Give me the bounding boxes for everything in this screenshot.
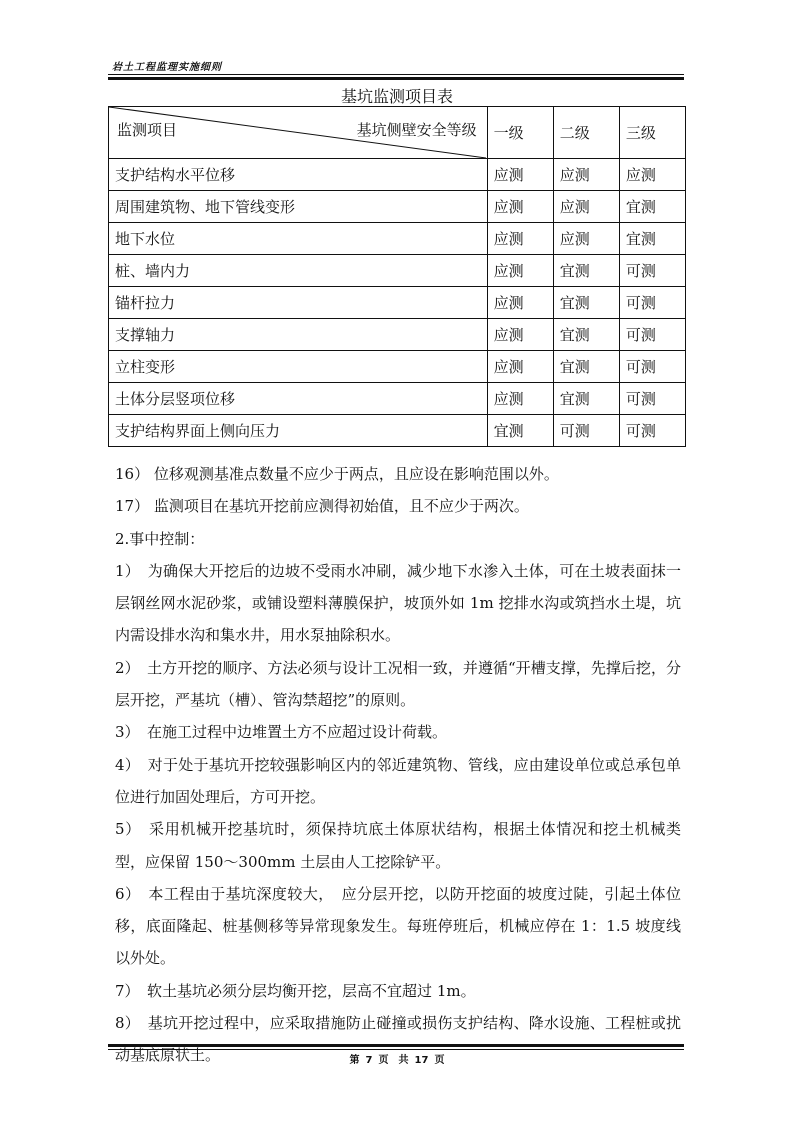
requirement-cell: 应测	[487, 191, 553, 223]
table-row	[109, 319, 686, 351]
monitoring-item-cell: 立柱变形	[109, 351, 488, 383]
footer-suffix: 页	[434, 1055, 445, 1066]
page-footer	[0, 1051, 794, 1066]
requirement-cell: 可测	[619, 383, 685, 415]
footer-mid: 页 共	[378, 1055, 409, 1066]
requirement-cell: 可测	[619, 415, 685, 447]
requirement-cell: 宜测	[553, 383, 619, 415]
requirement-cell: 应测	[487, 351, 553, 383]
table-row	[109, 383, 686, 415]
requirement-cell: 应测	[553, 223, 619, 255]
requirement-cell: 应测	[487, 223, 553, 255]
monitoring-item-cell: 桩、墙内力	[109, 255, 488, 287]
header-rule-thick	[108, 77, 684, 80]
header-level-3: 三级	[619, 107, 685, 159]
monitoring-table	[108, 106, 686, 447]
footer-rule-thin	[108, 1049, 684, 1050]
requirement-cell: 宜测	[553, 319, 619, 351]
requirement-cell: 应测	[487, 319, 553, 351]
requirement-cell: 可测	[619, 351, 685, 383]
paragraph: 6） 本工程由于基坑深度较大， 应分层开挖，以防开挖面的坡度过陡，引起土体位移，底面隆起、桩基侧移等异常现象发生。每班停班后，机械应停在 1：1.5 坡度线以外处。	[115, 884, 681, 968]
requirement-cell: 宜测	[553, 255, 619, 287]
header-item-label: 监测项目	[117, 121, 178, 139]
header-level-1: 一级	[487, 107, 553, 159]
table-row	[109, 415, 686, 447]
diagonal-header-cell	[109, 107, 488, 159]
table-title: 基坑监测项目表	[340, 87, 453, 106]
paragraph: 3） 在施工过程中边堆置土方不应超过设计荷载。	[115, 723, 448, 742]
paragraph: 8） 基坑开挖过程中，应采取措施防止碰撞或损伤支护结构、降水设施、工程桩或扰动基底原状土。	[115, 1014, 681, 1065]
requirement-cell: 可测	[619, 287, 685, 319]
monitoring-item-cell: 锚杆拉力	[109, 287, 488, 319]
requirement-cell: 宜测	[487, 415, 553, 447]
requirement-cell: 应测	[553, 191, 619, 223]
table-row	[109, 159, 686, 191]
monitoring-item-cell: 支撑轴力	[109, 319, 488, 351]
monitoring-item-cell: 周围建筑物、地下管线变形	[109, 191, 488, 223]
paragraph: 5） 采用机械开挖基坑时，须保持坑底土体原状结构，根据土体情况和挖土机械类型，应保留 150～300mm 土层由人工挖除铲平。	[115, 820, 681, 871]
table-header-row	[109, 107, 686, 159]
requirement-cell: 宜测	[553, 287, 619, 319]
footer-page-number: 7	[365, 1055, 373, 1066]
paragraph: 16） 位移观测基准点数量不应少于两点，且应设在影响范围以外。	[115, 465, 559, 483]
table-row	[109, 223, 686, 255]
footer-rule-thick	[108, 1044, 684, 1047]
requirement-cell: 应测	[487, 255, 553, 287]
requirement-cell: 应测	[619, 159, 685, 191]
requirement-cell: 宜测	[619, 191, 685, 223]
paragraph: 1） 为确保大开挖后的边坡不受雨水冲刷，减少地下水渗入土体，可在土坡表面抹一层钢丝网水泥砂浆，或铺设塑料薄膜保护，坡顶外如 1m 挖排水沟或筑挡水土堤，坑内需设排水沟和集水井，用水泵抽除积水。	[115, 561, 681, 645]
requirement-cell: 应测	[487, 287, 553, 319]
monitoring-item-cell: 支护结构界面上侧向压力	[109, 415, 488, 447]
requirement-cell: 宜测	[619, 223, 685, 255]
table-row	[109, 287, 686, 319]
footer-prefix: 第	[349, 1055, 360, 1066]
header-level-2: 二级	[553, 107, 619, 159]
requirement-cell: 应测	[553, 159, 619, 191]
monitoring-item-cell: 地下水位	[109, 223, 488, 255]
table-row	[109, 191, 686, 223]
requirement-cell: 应测	[487, 159, 553, 191]
footer-total-pages: 17	[414, 1055, 429, 1066]
requirement-cell: 可测	[619, 255, 685, 287]
table-row	[109, 351, 686, 383]
monitoring-item-cell: 土体分层竖项位移	[109, 383, 488, 415]
monitoring-item-cell: 支护结构水平位移	[109, 159, 488, 191]
requirement-cell: 可测	[619, 319, 685, 351]
paragraph: 7） 软土基坑必须分层均衡开挖，层高不宜超过 1m。	[115, 981, 476, 1000]
paragraph: 17） 监测项目在基坑开挖前应测得初始值，且不应少于两次。	[115, 497, 529, 516]
paragraph: 2） 土方开挖的顺序、方法必须与设计工况相一致，并遵循“开槽支撑，先撑后挖，分层开挖，严基坑（槽）、管沟禁超挖”的原则。	[115, 658, 681, 710]
requirement-cell: 可测	[553, 415, 619, 447]
paragraph: 2.事中控制：	[115, 529, 205, 548]
header-rule-thin	[108, 74, 684, 75]
body-text	[115, 458, 681, 1072]
table-row	[109, 255, 686, 287]
requirement-cell: 应测	[487, 383, 553, 415]
header-level-label: 基坑侧壁安全等级	[356, 121, 477, 139]
requirement-cell: 宜测	[553, 351, 619, 383]
header-title: 岩土工程监理实施细则	[112, 62, 222, 73]
paragraph: 4） 对于处于基坑开挖较强影响区内的邻近建筑物、管线，应由建设单位或总承包单位进行加固处理后，方可开挖。	[115, 755, 681, 806]
